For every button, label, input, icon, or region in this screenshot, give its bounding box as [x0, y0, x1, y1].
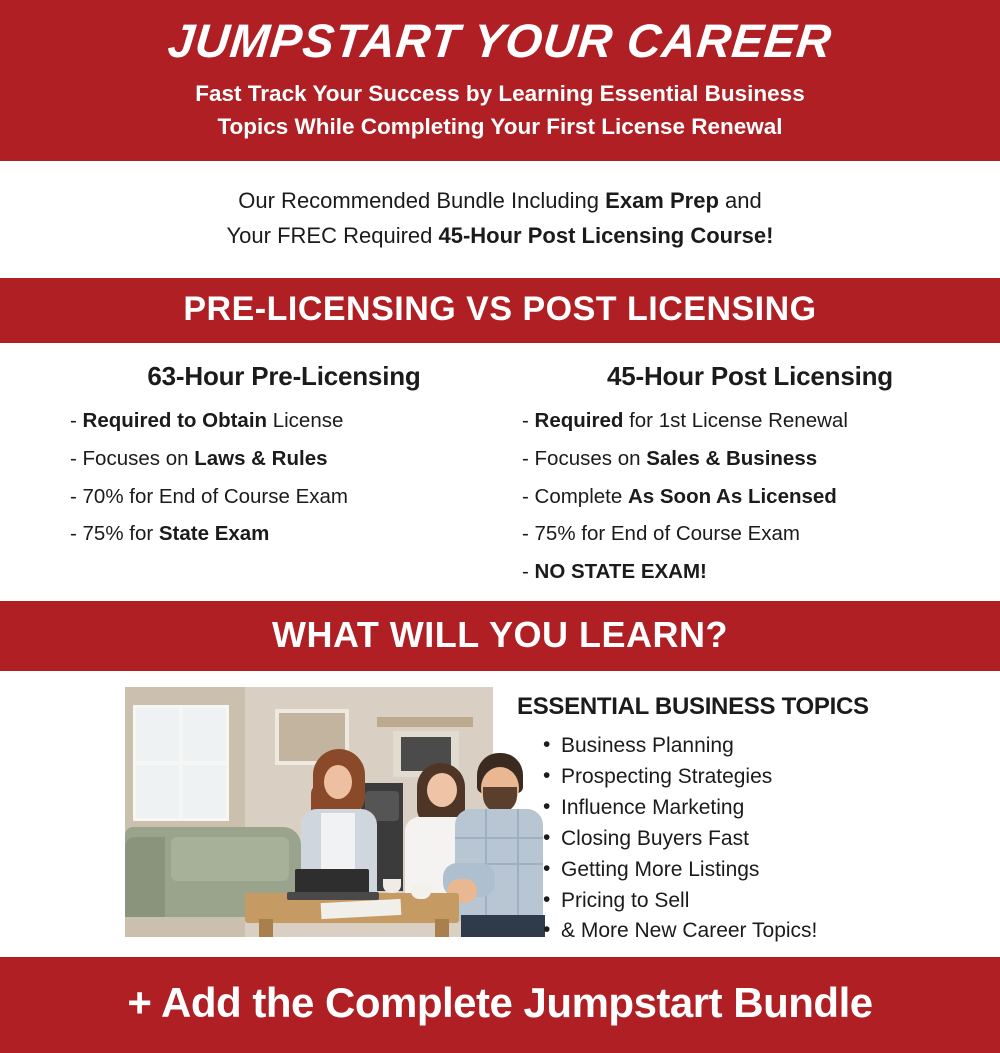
post-licensing-item: [522, 515, 978, 553]
hero-subtitle-line-2: Topics While Completing Your First License Renewal: [217, 113, 783, 139]
post-licensing-item: [522, 553, 978, 591]
pre-licensing-heading: 63-Hour Pre-Licensing: [147, 360, 421, 391]
recommended-line-1: [20, 183, 980, 218]
page-title: JUMPSTART YOUR CAREER: [165, 14, 835, 67]
item-prefix: - 70% for End of Course Exam: [70, 484, 349, 508]
hero-subtitle: [20, 78, 980, 143]
add-bundle-banner[interactable]: [0, 957, 1000, 1053]
recommended-bundle-section: [0, 161, 1000, 277]
item-prefix: -: [522, 560, 535, 584]
item-bold: State Exam: [158, 522, 270, 546]
post-licensing-column: [512, 361, 978, 592]
post-licensing-heading: 45-Hour Post Licensing: [607, 360, 893, 391]
recommended-line-2-bold: 45-Hour Post Licensing Course!: [438, 223, 774, 249]
item-suffix: for 1st License Renewal: [623, 408, 848, 432]
item-bold: Laws & Rules: [194, 446, 328, 470]
list-item: • Prospecting Strategies: [543, 762, 980, 793]
topics-heading: ESSENTIAL BUSINESS TOPICS: [517, 693, 869, 721]
item-prefix: -: [70, 408, 83, 432]
hero-section: [0, 0, 1000, 161]
list-item: • & More New Career Topics!: [543, 916, 980, 947]
list-item: • Closing Buyers Fast: [543, 824, 980, 855]
pre-licensing-item: [56, 402, 512, 440]
section-header-what-will-you-learn-label: WHAT WILL YOU LEARN?: [272, 614, 728, 656]
section-header-what-will-you-learn: [0, 601, 1000, 671]
pre-licensing-item: [56, 515, 512, 553]
item-prefix: - Complete: [522, 484, 628, 508]
learn-section: [0, 671, 1000, 957]
recommended-line-2: [20, 218, 980, 253]
recommended-line-2-prefix: Your FREC Required: [226, 223, 439, 249]
pre-licensing-item: [56, 478, 512, 516]
item-suffix: License: [267, 408, 344, 432]
recommended-line-1-prefix: Our Recommended Bundle Including: [238, 188, 606, 214]
item-bold: Sales & Business: [646, 446, 818, 470]
recommended-line-1-suffix: and: [718, 188, 762, 214]
item-prefix: - 75% for End of Course Exam: [522, 522, 801, 546]
topics-list: [517, 731, 980, 947]
hero-subtitle-line-1: Fast Track Your Success by Learning Essential Business: [195, 81, 805, 107]
section-header-pre-vs-post-label: PRE-LICENSING VS POST LICENSING: [183, 289, 817, 328]
add-bundle-label: + Add the Complete Jumpstart Bundle: [127, 979, 873, 1027]
recommended-line-1-bold: Exam Prep: [605, 188, 719, 214]
list-item: • Getting More Listings: [543, 855, 980, 886]
list-item: • Pricing to Sell: [543, 886, 980, 917]
meeting-photo: [125, 687, 493, 937]
item-prefix: - Focuses on: [70, 446, 195, 470]
pre-licensing-item: [56, 440, 512, 478]
list-item: • Influence Marketing: [543, 793, 980, 824]
item-prefix: -: [522, 408, 535, 432]
post-licensing-item: [522, 440, 978, 478]
item-bold: Required: [534, 408, 624, 432]
list-item: • Business Planning: [543, 731, 980, 762]
comparison-section: [0, 343, 1000, 602]
item-bold: Required to Obtain: [82, 408, 268, 432]
post-licensing-item: [522, 478, 978, 516]
item-prefix: - 75% for: [70, 522, 159, 546]
item-bold: As Soon As Licensed: [627, 484, 837, 508]
pre-licensing-column: [22, 361, 512, 592]
item-prefix: - Focuses on: [522, 446, 647, 470]
item-bold: NO STATE EXAM!: [534, 560, 707, 584]
post-licensing-item: [522, 402, 978, 440]
section-header-pre-vs-post: [0, 278, 1000, 343]
topics-block: [509, 687, 980, 947]
